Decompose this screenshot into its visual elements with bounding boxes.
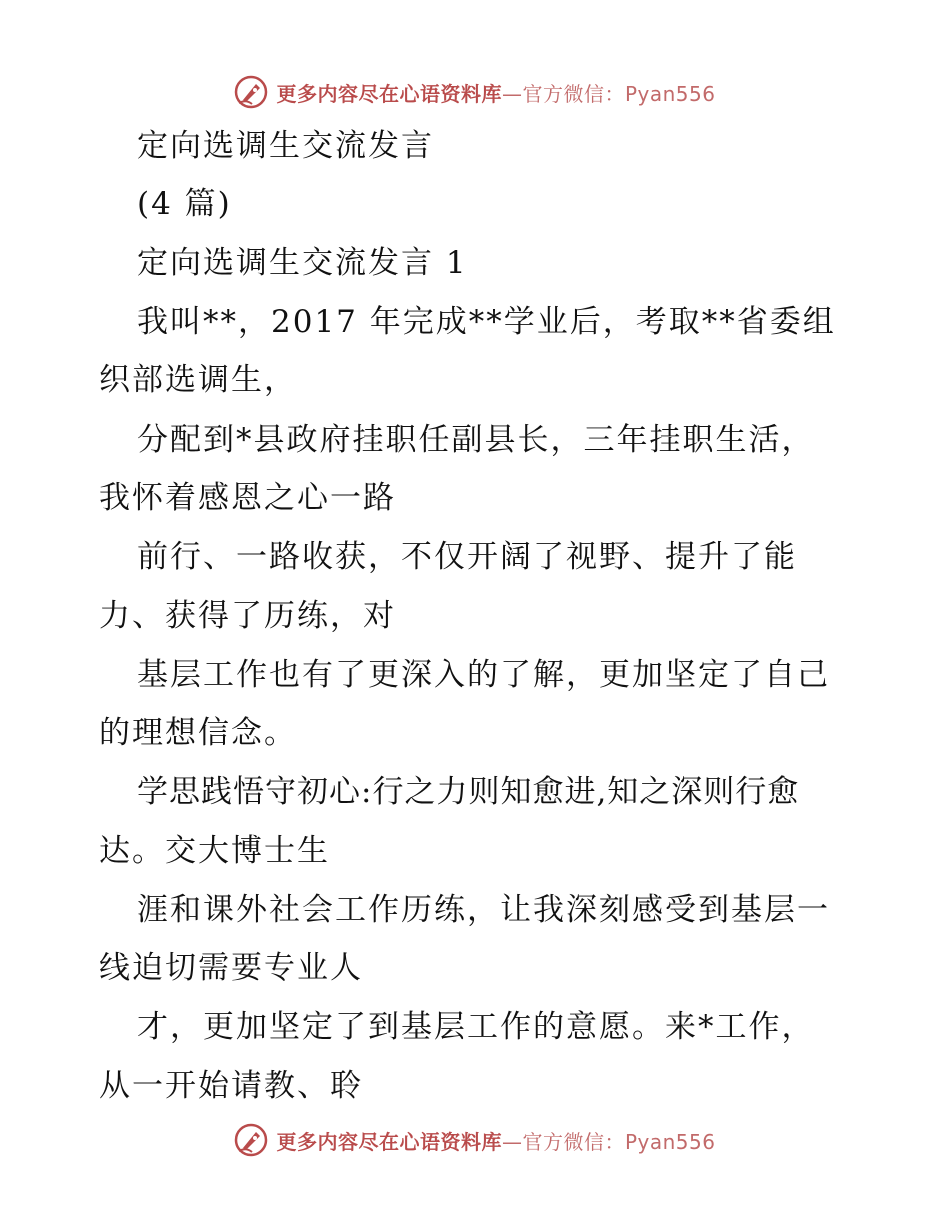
body-line-5: 我怀着感恩之心一路 xyxy=(99,480,396,516)
watermark-separator: — xyxy=(501,81,523,106)
body-line-8: 基层工作也有了更深入的了解，更加坚定了自己 xyxy=(137,657,830,693)
document-title: 定向选调生交流发言 xyxy=(137,128,434,164)
body-line-10: 学思践悟守初心:行之力则知愈进,知之深则行愈 xyxy=(137,774,800,810)
body-line-11: 达。交大博士生 xyxy=(99,833,330,869)
watermark-brand: 更多内容尽在心语资料库 xyxy=(276,1129,502,1154)
watermark-separator: — xyxy=(501,1129,523,1154)
body-line-1: 定向选调生交流发言 1 xyxy=(137,245,468,281)
watermark-contact: 官方微信：Pyan556 xyxy=(522,1129,716,1154)
watermark-brand: 更多内容尽在心语资料库 xyxy=(276,81,502,106)
watermark-contact: 官方微信：Pyan556 xyxy=(522,81,716,106)
body-line-12: 涯和课外社会工作历练，让我深刻感受到基层一 xyxy=(137,892,830,928)
body-line-4: 分配到*县政府挂职任副县长，三年挂职生活， xyxy=(137,422,815,458)
watermark-text xyxy=(276,78,715,107)
watermark-text xyxy=(276,1126,715,1155)
document-count: (4 篇) xyxy=(137,186,232,222)
pen-nib-logo-icon xyxy=(234,1123,268,1157)
body-line-2: 我叫**，2017 年完成**学业后，考取**省委组 xyxy=(137,304,836,340)
body-line-13: 线迫切需要专业人 xyxy=(99,950,363,986)
watermark-footer xyxy=(0,1120,950,1160)
watermark-header xyxy=(0,72,950,112)
body-line-3: 织部选调生， xyxy=(99,362,297,398)
body-line-6: 前行、一路收获，不仅开阔了视野、提升了能 xyxy=(137,539,797,575)
body-line-7: 力、获得了历练，对 xyxy=(99,598,396,634)
body-line-9: 的理想信念。 xyxy=(99,715,297,751)
body-line-14: 才，更加坚定了到基层工作的意愿。来*工作， xyxy=(137,1009,815,1045)
pen-nib-logo-icon xyxy=(234,75,268,109)
body-line-15: 从一开始请教、聆 xyxy=(99,1068,363,1104)
